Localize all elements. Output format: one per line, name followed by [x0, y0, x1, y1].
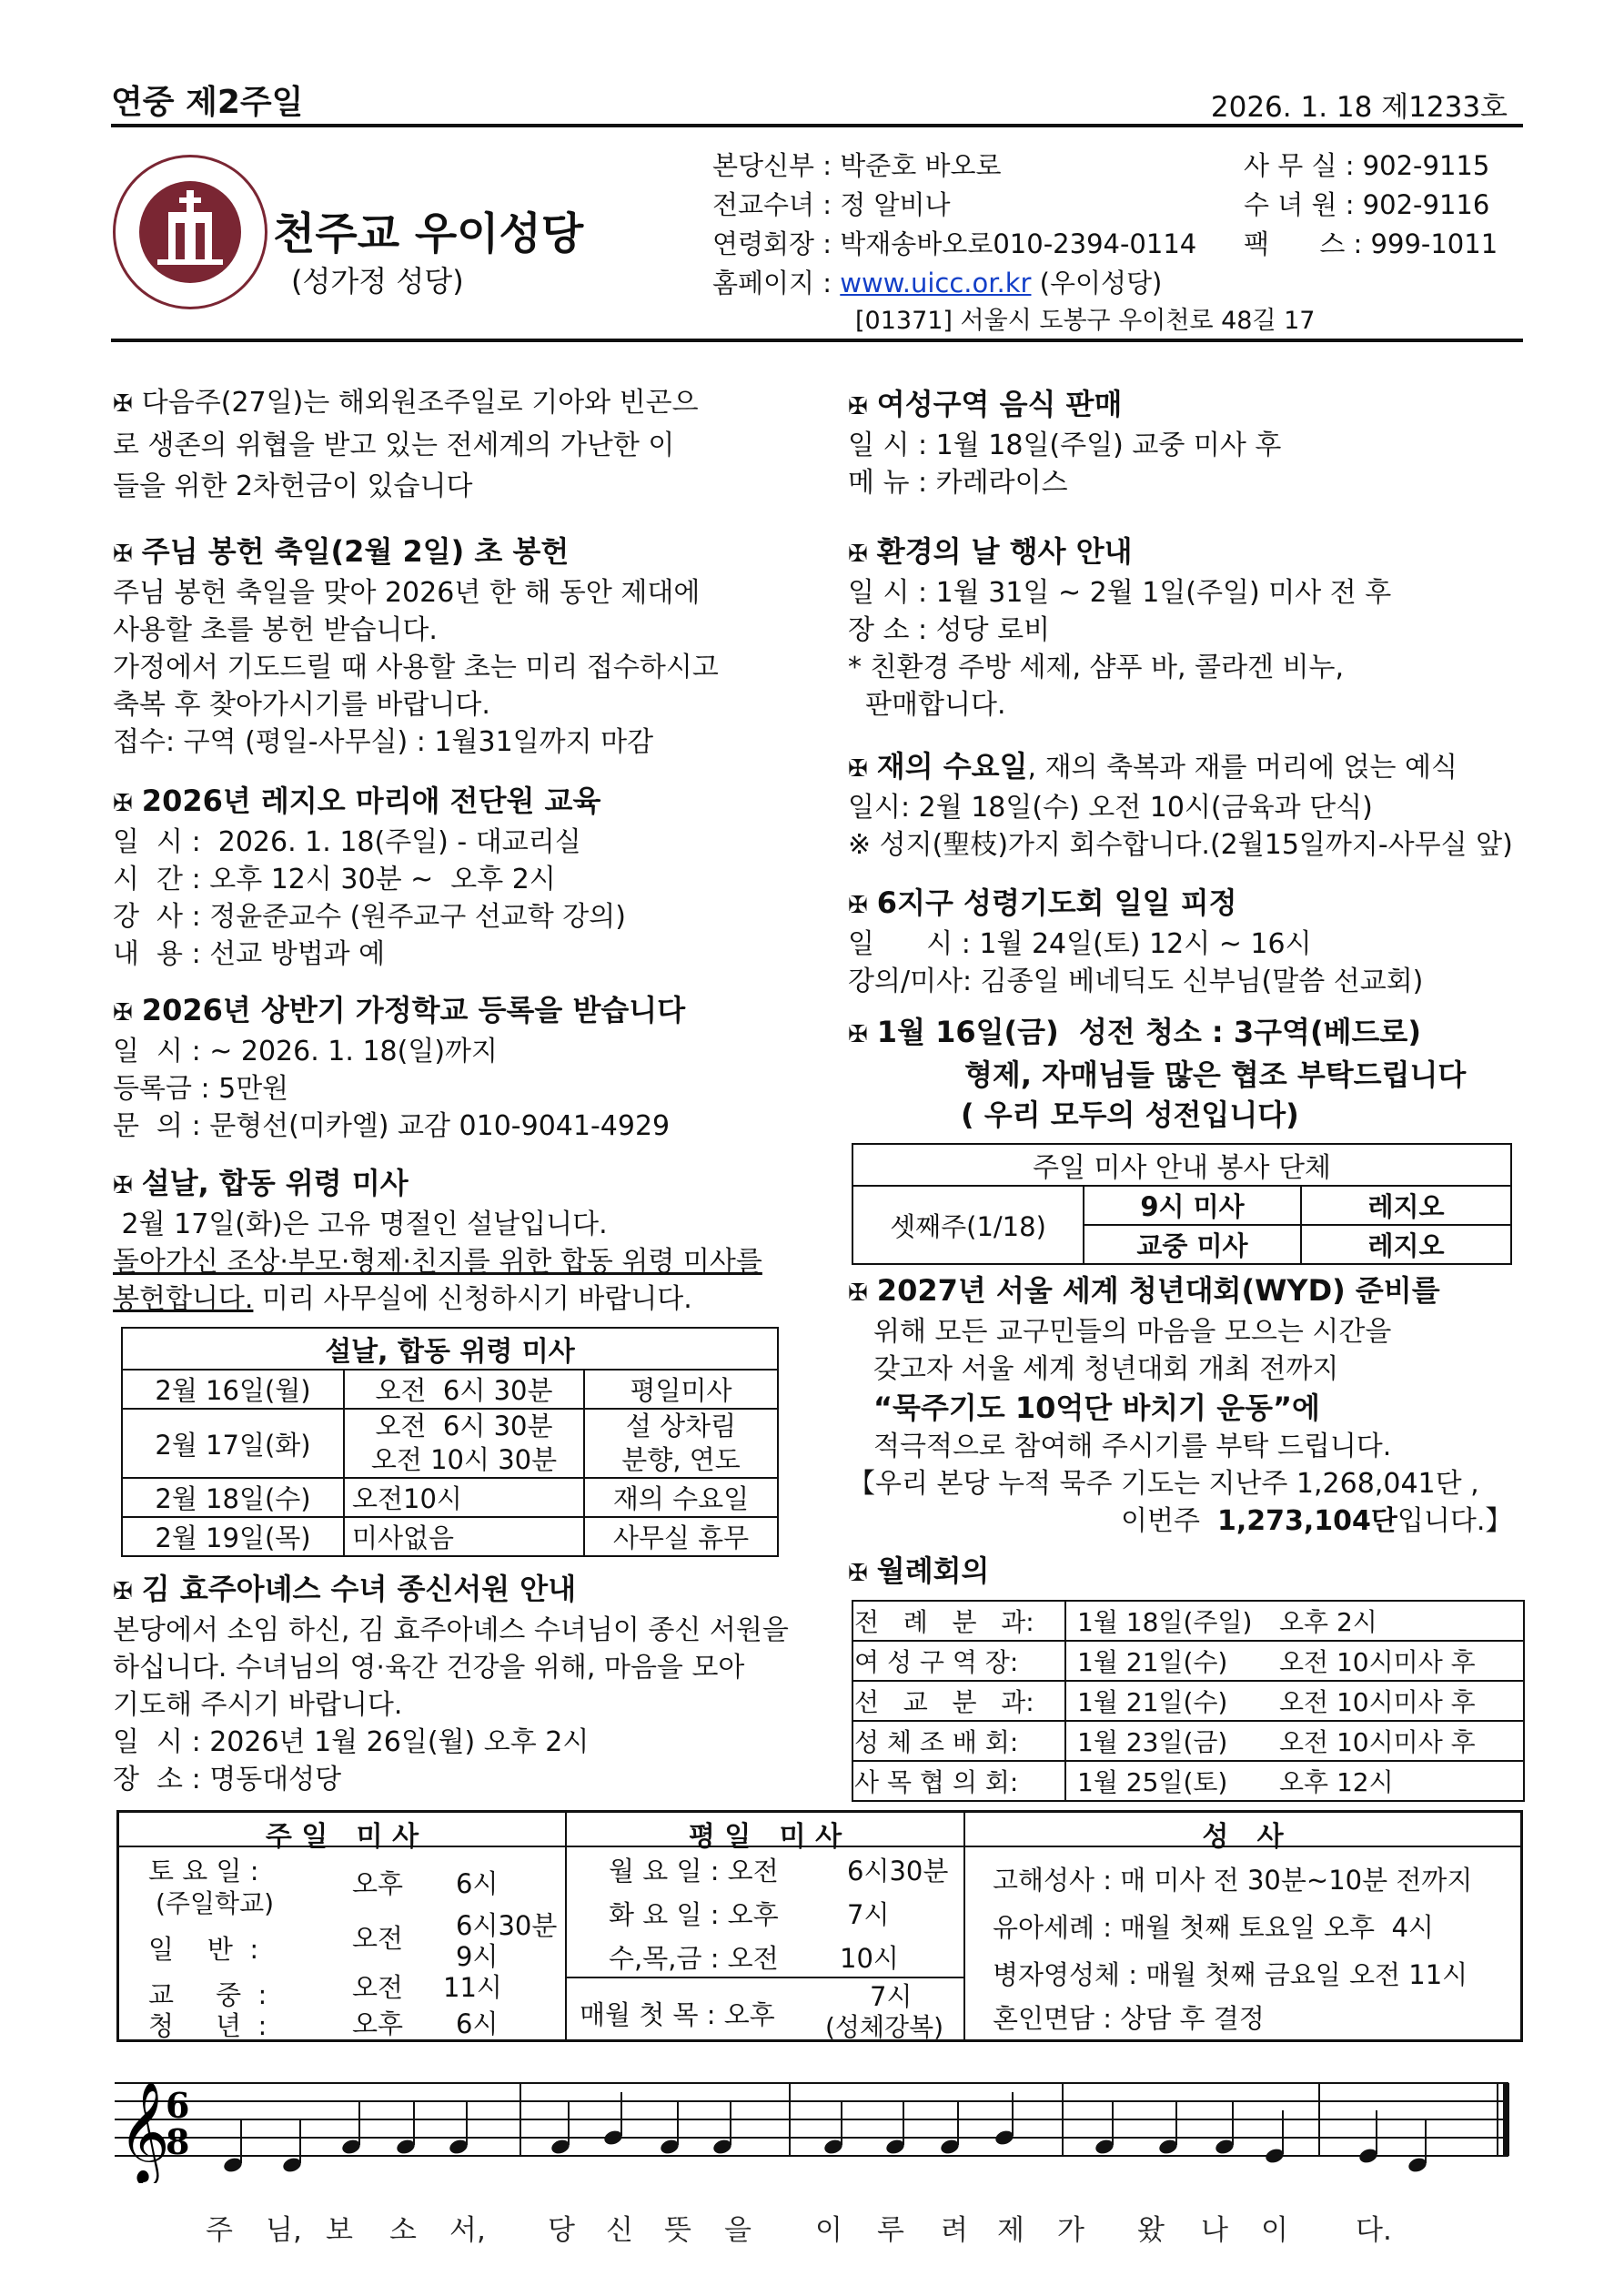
lyric-syllable: 려 — [941, 2214, 968, 2247]
notice-legio-training — [113, 781, 804, 973]
notice-line: 미리 사무실에 신청하시기 바랍니다. — [253, 1283, 692, 1315]
homepage-link[interactable]: www.uicc.or.kr — [840, 268, 1032, 298]
table-row — [122, 1517, 778, 1556]
sick-communion-info: 병자영성체 : 매월 첫째 금요일 오전 11시 — [993, 1959, 1468, 1990]
meeting-name: 성 체 조 배 회: — [852, 1721, 1065, 1761]
table-cell: 분향, 연도 — [621, 1444, 741, 1475]
lyric-syllable: 보 — [326, 2214, 353, 2247]
notice-lunar-new-year-mass — [113, 1163, 804, 1318]
general-ampm: 오전 — [352, 1923, 404, 1954]
lunar-mass-table — [121, 1327, 779, 1557]
notice-line: 판매합니다. — [848, 689, 1006, 721]
cross-mark-icon: ✠ — [113, 1578, 133, 1605]
meeting-time: 오후 12시 — [1278, 1761, 1524, 1801]
week-title: 연중 제2주일 — [111, 84, 304, 121]
rosary-count-suffix: 입니다.】 — [1397, 1505, 1513, 1537]
notice-line: 갖고자 서울 세계 청년대회 개최 전까지 — [873, 1353, 1339, 1385]
rosary-count-label: 이번주 — [1121, 1505, 1218, 1537]
table-row — [852, 1721, 1524, 1761]
meeting-time: 오전 10시미사 후 — [1278, 1681, 1524, 1721]
lyric-syllable: 제 — [997, 2214, 1024, 2247]
mass-service-table — [852, 1143, 1512, 1265]
cross-mark-icon: ✠ — [848, 1279, 868, 1307]
notice-line: 형제, 자매님들 많은 협조 부탁드립니다 — [964, 1057, 1467, 1092]
notice-line-underlined: 봉헌합니다. — [113, 1283, 254, 1315]
table-cell: 셋째주(1/18) — [852, 1186, 1084, 1264]
meeting-date: 1월 21일(수) — [1065, 1681, 1278, 1721]
notice-retreat — [848, 883, 1530, 1000]
notice-line: 등록금 : 5만원 — [113, 1073, 289, 1105]
table-cell: 9시 미사 — [1084, 1186, 1301, 1225]
infant-baptism-info: 유아세례 : 매월 첫째 토요일 오후 4시 — [993, 1912, 1434, 1943]
tuesday-mass-time: 7시 — [847, 1899, 890, 1930]
section-title: 환경의 날 행사 안내 — [876, 534, 1133, 569]
cross-mark-icon: ✠ — [113, 541, 133, 568]
lyric-syllable: 이 — [815, 2214, 842, 2247]
marriage-interview-info: 혼인면담 : 상담 후 결정 — [993, 2003, 1265, 2034]
sat-ampm: 오후 — [352, 1868, 404, 1899]
meeting-time: 오전 10시미사 후 — [1278, 1721, 1524, 1761]
meeting-date: 1월 21일(수) — [1065, 1641, 1278, 1681]
notes-group — [222, 2092, 1428, 2174]
cross-mark-icon: ✠ — [848, 755, 868, 783]
table-row — [122, 1409, 778, 1478]
meetings-title — [848, 1551, 989, 1593]
notice-family-school — [113, 990, 804, 1145]
wed-fri-mass-time: 10시 — [840, 1943, 899, 1974]
notice-line: 축복 후 찾아가시기를 바랍니다. — [113, 689, 490, 721]
section-title: 6지구 성령기도회 일일 피정 — [876, 885, 1237, 920]
meeting-name: 선 교 분 과: — [852, 1681, 1065, 1721]
table-cell: 설 상차림 — [625, 1411, 737, 1441]
church-logo-icon — [116, 157, 265, 307]
table-cell: 오전 6시 30분 — [344, 1370, 584, 1409]
table-cell: 오전 10시 30분 — [370, 1444, 558, 1475]
main-mass-label: 교 중 : — [148, 1979, 267, 2010]
cross-mark-icon: ✠ — [848, 541, 868, 568]
meeting-time: 오전 10시미사 후 — [1278, 1641, 1524, 1681]
notice-line: 본당에서 소임 하신, 김 효주아녜스 수녀님이 종신 서원을 — [113, 1614, 789, 1646]
notice-line: 다음주(27일)는 해외원조주일로 기아와 빈곤으 — [141, 387, 699, 419]
monday-mass: 월 요 일 : 오전 — [609, 1856, 779, 1886]
lyric-syllable: 당 — [548, 2214, 575, 2247]
church-subtitle: (성가정 성당) — [291, 264, 464, 298]
table-row — [852, 1641, 1524, 1681]
section-title: 여성구역 음식 판매 — [876, 387, 1123, 421]
sunday-mass-title: 주 일 미 사 — [265, 1821, 419, 1853]
cross-mark-icon: ✠ — [113, 1172, 133, 1199]
notice-line: 장 소 : 명동대성당 — [113, 1764, 342, 1795]
youth-mass-label: 청 년 : — [148, 2010, 267, 2041]
sacrament-title: 성 사 — [1202, 1821, 1284, 1853]
lyric-syllable: 주 — [206, 2214, 233, 2247]
table-cell: 2월 19일(목) — [122, 1517, 344, 1556]
cross-mark-icon: ✠ — [113, 390, 133, 418]
homepage-label: 홈페이지 : — [712, 268, 841, 298]
lyric-syllable: 다. — [1356, 2214, 1392, 2247]
notice-line: 일 시 : 1월 31일 ~ 2월 1일(주일) 미사 전 후 — [848, 577, 1392, 609]
church-name: 천주교 우이성당 — [273, 208, 584, 259]
notice-line: 메 뉴 : 카레라이스 — [848, 467, 1068, 499]
lyric-syllable: 님, — [266, 2214, 302, 2247]
rosary-count-line: 【우리 본당 누적 묵주 기도는 지난주 1,268,041단 , — [848, 1468, 1479, 1500]
staff-lines — [115, 2083, 1508, 2156]
table-title: 주일 미사 안내 봉사 단체 — [852, 1144, 1511, 1186]
notice-line: 일 시 : 1월 18일(주일) 교중 미사 후 — [848, 430, 1282, 461]
section-title: 재의 수요일 — [876, 749, 1028, 784]
notice-line: 하십니다. 수녀님의 영·육간 건강을 위해, 마음을 모아 — [113, 1652, 745, 1684]
youth-mass-ampm: 오후 — [352, 2008, 404, 2039]
table-cell: 2월 18일(수) — [122, 1478, 344, 1517]
music-staff — [115, 2074, 1516, 2183]
section-title-rest: , 재의 축복과 재를 머리에 얹는 예식 — [1027, 752, 1458, 784]
cross-mark-icon: ✠ — [848, 1021, 868, 1048]
time-signature-top: 6 — [166, 2085, 190, 2126]
notice-line: 문 의 : 문형선(미카엘) 교감 010-9041-4929 — [113, 1110, 671, 1142]
general-time-1: 6시30분 — [456, 1910, 558, 1941]
notice-line: 일 시 : ~ 2026. 1. 18(일)까지 — [113, 1036, 498, 1067]
cross-mark-icon: ✠ — [113, 999, 133, 1027]
section-title: 주님 봉헌 축일(2월 2일) 초 봉헌 — [141, 534, 570, 569]
notice-line: 가정에서 기도드릴 때 사용할 초는 미리 접수하시고 — [113, 652, 719, 683]
header-rule-bottom — [111, 339, 1523, 342]
notice-line: 로 생존의 위협을 받고 있는 전세계의 가난한 이 — [113, 430, 675, 461]
cross-mark-icon: ✠ — [113, 790, 133, 817]
table-cell: 레지오 — [1301, 1186, 1511, 1225]
table-cell: 2월 17일(화) — [122, 1409, 344, 1478]
lyric-syllable: 서, — [449, 2214, 486, 2247]
notice-line: 주님 봉헌 축일을 맞아 2026년 한 해 동안 제대에 — [113, 577, 701, 609]
notice-line: 들을 위한 2차헌금이 있습니다 — [113, 470, 473, 502]
meetings-table — [852, 1600, 1525, 1802]
sat-sub: (주일학교) — [156, 1888, 275, 1918]
issue-date: 2026. 1. 18 제1233호 — [1210, 91, 1508, 124]
meeting-time: 오후 2시 — [1278, 1601, 1524, 1641]
table-cell: 평일미사 — [584, 1370, 778, 1409]
table-row — [852, 1186, 1511, 1225]
sat-label: 토 요 일 : — [148, 1856, 259, 1886]
fax-number: 팩 스 : 999-1011 — [1244, 228, 1498, 259]
notice-candle-offering — [113, 531, 804, 761]
cross-mark-icon: ✠ — [848, 1560, 868, 1587]
table-cell: 오전10시 — [344, 1478, 584, 1517]
notice-line: 일 시 : 2026. 1. 18(주일) - 대교리실 — [113, 826, 581, 858]
homepage-suffix: (우이성당) — [1031, 268, 1163, 298]
notice-line: 돌아가신 조상·부모·형제·친지를 위한 합동 위령 미사를 — [113, 1246, 762, 1278]
homepage-info — [712, 263, 1162, 300]
meeting-date: 1월 18일(주일) — [1065, 1601, 1278, 1641]
notice-line: 일시: 2월 18일(수) 오전 10시(금육과 단식) — [848, 792, 1373, 824]
church-logo — [113, 155, 267, 309]
notice-line-bold: “묵주기도 10억단 바치기 운동”에 — [873, 1391, 1320, 1425]
notice-line: 접수: 구역 (평일-사무실) : 1월31일까지 마감 — [113, 726, 654, 758]
notice-cleaning — [848, 1012, 1530, 1135]
notice-sister-vows — [113, 1569, 804, 1798]
notice-environment-day — [848, 531, 1530, 723]
youth-mass-time: 6시 — [456, 2008, 499, 2039]
sister-info: 전교수녀 : 정 알비나 — [712, 189, 951, 220]
notice-line: 2월 17일(화)은 고유 명절인 설날입니다. — [113, 1209, 608, 1240]
table-cell: 레지오 — [1301, 1225, 1511, 1264]
meeting-name: 사 목 협 의 회: — [852, 1761, 1065, 1801]
tuesday-mass: 화 요 일 : 오후 — [609, 1899, 779, 1930]
table-cell: 사무실 휴무 — [584, 1517, 778, 1556]
section-title: 2026년 레지오 마리애 전단원 교육 — [141, 784, 601, 818]
table-row — [852, 1681, 1524, 1721]
notice-line: 기도해 주시기 바랍니다. — [113, 1689, 403, 1721]
cross-mark-icon: ✠ — [848, 393, 868, 420]
table-row — [852, 1601, 1524, 1641]
hymn-lyrics — [191, 2207, 1465, 2247]
section-title: 설날, 합동 위령 미사 — [141, 1166, 409, 1200]
pastor-info: 본당신부 : 박준호 바오로 — [712, 150, 1002, 181]
office-phone: 사 무 실 : 902-9115 — [1244, 150, 1490, 181]
confession-info: 고해성사 : 매 미사 전 30분~10분 전까지 — [993, 1865, 1473, 1896]
notice-line: 내 용 : 선교 방법과 예 — [113, 938, 386, 970]
lyric-syllable: 신 — [606, 2214, 633, 2247]
section-title: 1월 16일(금) 성전 청소 : 3구역(베드로) — [876, 1015, 1421, 1049]
final-bar — [1503, 2083, 1509, 2156]
table-cell: 미사없음 — [344, 1517, 584, 1556]
notice-line: 위해 모든 교구민들의 마음을 모으는 시간을 — [873, 1316, 1392, 1348]
notice-line: 적극적으로 참여해 주시기를 부탁 드립니다. — [873, 1431, 1392, 1462]
first-thursday-note: (성체강복) — [825, 2012, 944, 2042]
section-title: 김 효주아녜스 수녀 종신서원 안내 — [141, 1572, 577, 1606]
president-info: 연령회장 : 박재송바오로010-2394-0114 — [712, 228, 1197, 259]
rosary-count-value: 1,273,104단 — [1217, 1505, 1397, 1537]
weekday-mass-title: 평 일 미 사 — [688, 1821, 842, 1853]
convent-phone: 수 녀 원 : 902-9116 — [1244, 189, 1490, 220]
lyric-syllable: 왔 — [1137, 2214, 1165, 2247]
main-mass-ampm: 오전 — [352, 1972, 404, 2003]
lyric-syllable: 소 — [389, 2214, 417, 2247]
notice-ash-wednesday — [848, 746, 1530, 864]
table-cell: 교중 미사 — [1084, 1225, 1301, 1264]
notice-overseas-aid — [113, 384, 804, 505]
sat-time: 6시 — [456, 1868, 499, 1899]
meeting-date: 1월 25일(토) — [1065, 1761, 1278, 1801]
table-title: 설날, 합동 위령 미사 — [122, 1328, 778, 1370]
lyric-syllable: 뜻 — [664, 2214, 691, 2247]
notice-line: 강의/미사: 김종일 베네딕도 신부님(말씀 선교회) — [848, 966, 1424, 997]
table-row — [122, 1370, 778, 1409]
lyric-syllable: 이 — [1261, 2214, 1288, 2247]
meeting-date: 1월 23일(금) — [1065, 1721, 1278, 1761]
table-row — [122, 1478, 778, 1517]
lyric-syllable: 을 — [724, 2214, 751, 2247]
address: [01371] 서울시 도봉구 우이천로 48길 17 — [855, 307, 1316, 335]
lyric-syllable: 나 — [1201, 2214, 1228, 2247]
lyric-syllable: 가 — [1057, 2214, 1084, 2247]
general-time-2: 9시 — [456, 1941, 499, 1972]
time-signature-bottom: 8 — [166, 2121, 190, 2162]
notice-line: 사용할 초를 봉헌 받습니다. — [113, 614, 438, 646]
section-title: 월례회의 — [876, 1553, 990, 1588]
wed-fri-mass: 수,목,금 : 오전 — [609, 1943, 779, 1974]
notice-line: ※ 성지(聖枝)가지 회수합니다.(2월15일까지-사무실 앞) — [848, 829, 1513, 861]
notice-line: 강 사 : 정윤준교수 (원주교구 선교학 강의) — [113, 901, 626, 933]
meeting-name: 여 성 구 역 장: — [852, 1641, 1065, 1681]
main-mass-time: 11시 — [443, 1972, 502, 2003]
meeting-name: 전 례 분 과: — [852, 1601, 1065, 1641]
notice-line: 일 시 : 1월 24일(토) 12시 ~ 16시 — [848, 928, 1312, 960]
table-cell: 2월 16일(월) — [122, 1370, 344, 1409]
section-title: 2026년 상반기 가정학교 등록을 받습니다 — [141, 993, 686, 1027]
lyric-syllable: 루 — [877, 2214, 904, 2247]
notice-wyd — [848, 1270, 1530, 1540]
notice-line: ( 우리 모두의 성전입니다) — [961, 1097, 1299, 1132]
notice-line: * 친환경 주방 세제, 샴푸 바, 콜라겐 비누, — [848, 652, 1345, 683]
table-cell: 오전 6시 30분 — [375, 1411, 553, 1441]
table-cell: 재의 수요일 — [584, 1478, 778, 1517]
cross-mark-icon: ✠ — [848, 892, 868, 919]
general-label: 일 반 : — [148, 1934, 259, 1965]
table-row — [852, 1761, 1524, 1801]
first-thursday-mass: 매월 첫 목 : 오후 — [580, 1999, 775, 2030]
first-thursday-time: 7시 — [870, 1981, 913, 2012]
notice-food-sale — [848, 384, 1530, 501]
section-title: 2027년 서울 세계 청년대회(WYD) 준비를 — [876, 1273, 1440, 1308]
notice-line: 시 간 : 오후 12시 30분 ~ 오후 2시 — [113, 864, 556, 895]
treble-clef-icon: 𝄞 — [118, 2080, 170, 2182]
notice-line: 일 시 : 2026년 1월 26일(월) 오후 2시 — [113, 1726, 590, 1758]
mass-schedule-box — [116, 1810, 1523, 2042]
monday-mass-time: 6시30분 — [847, 1856, 949, 1886]
header-rule-top — [111, 124, 1523, 127]
notice-line: 장 소 : 성당 로비 — [848, 614, 1051, 646]
